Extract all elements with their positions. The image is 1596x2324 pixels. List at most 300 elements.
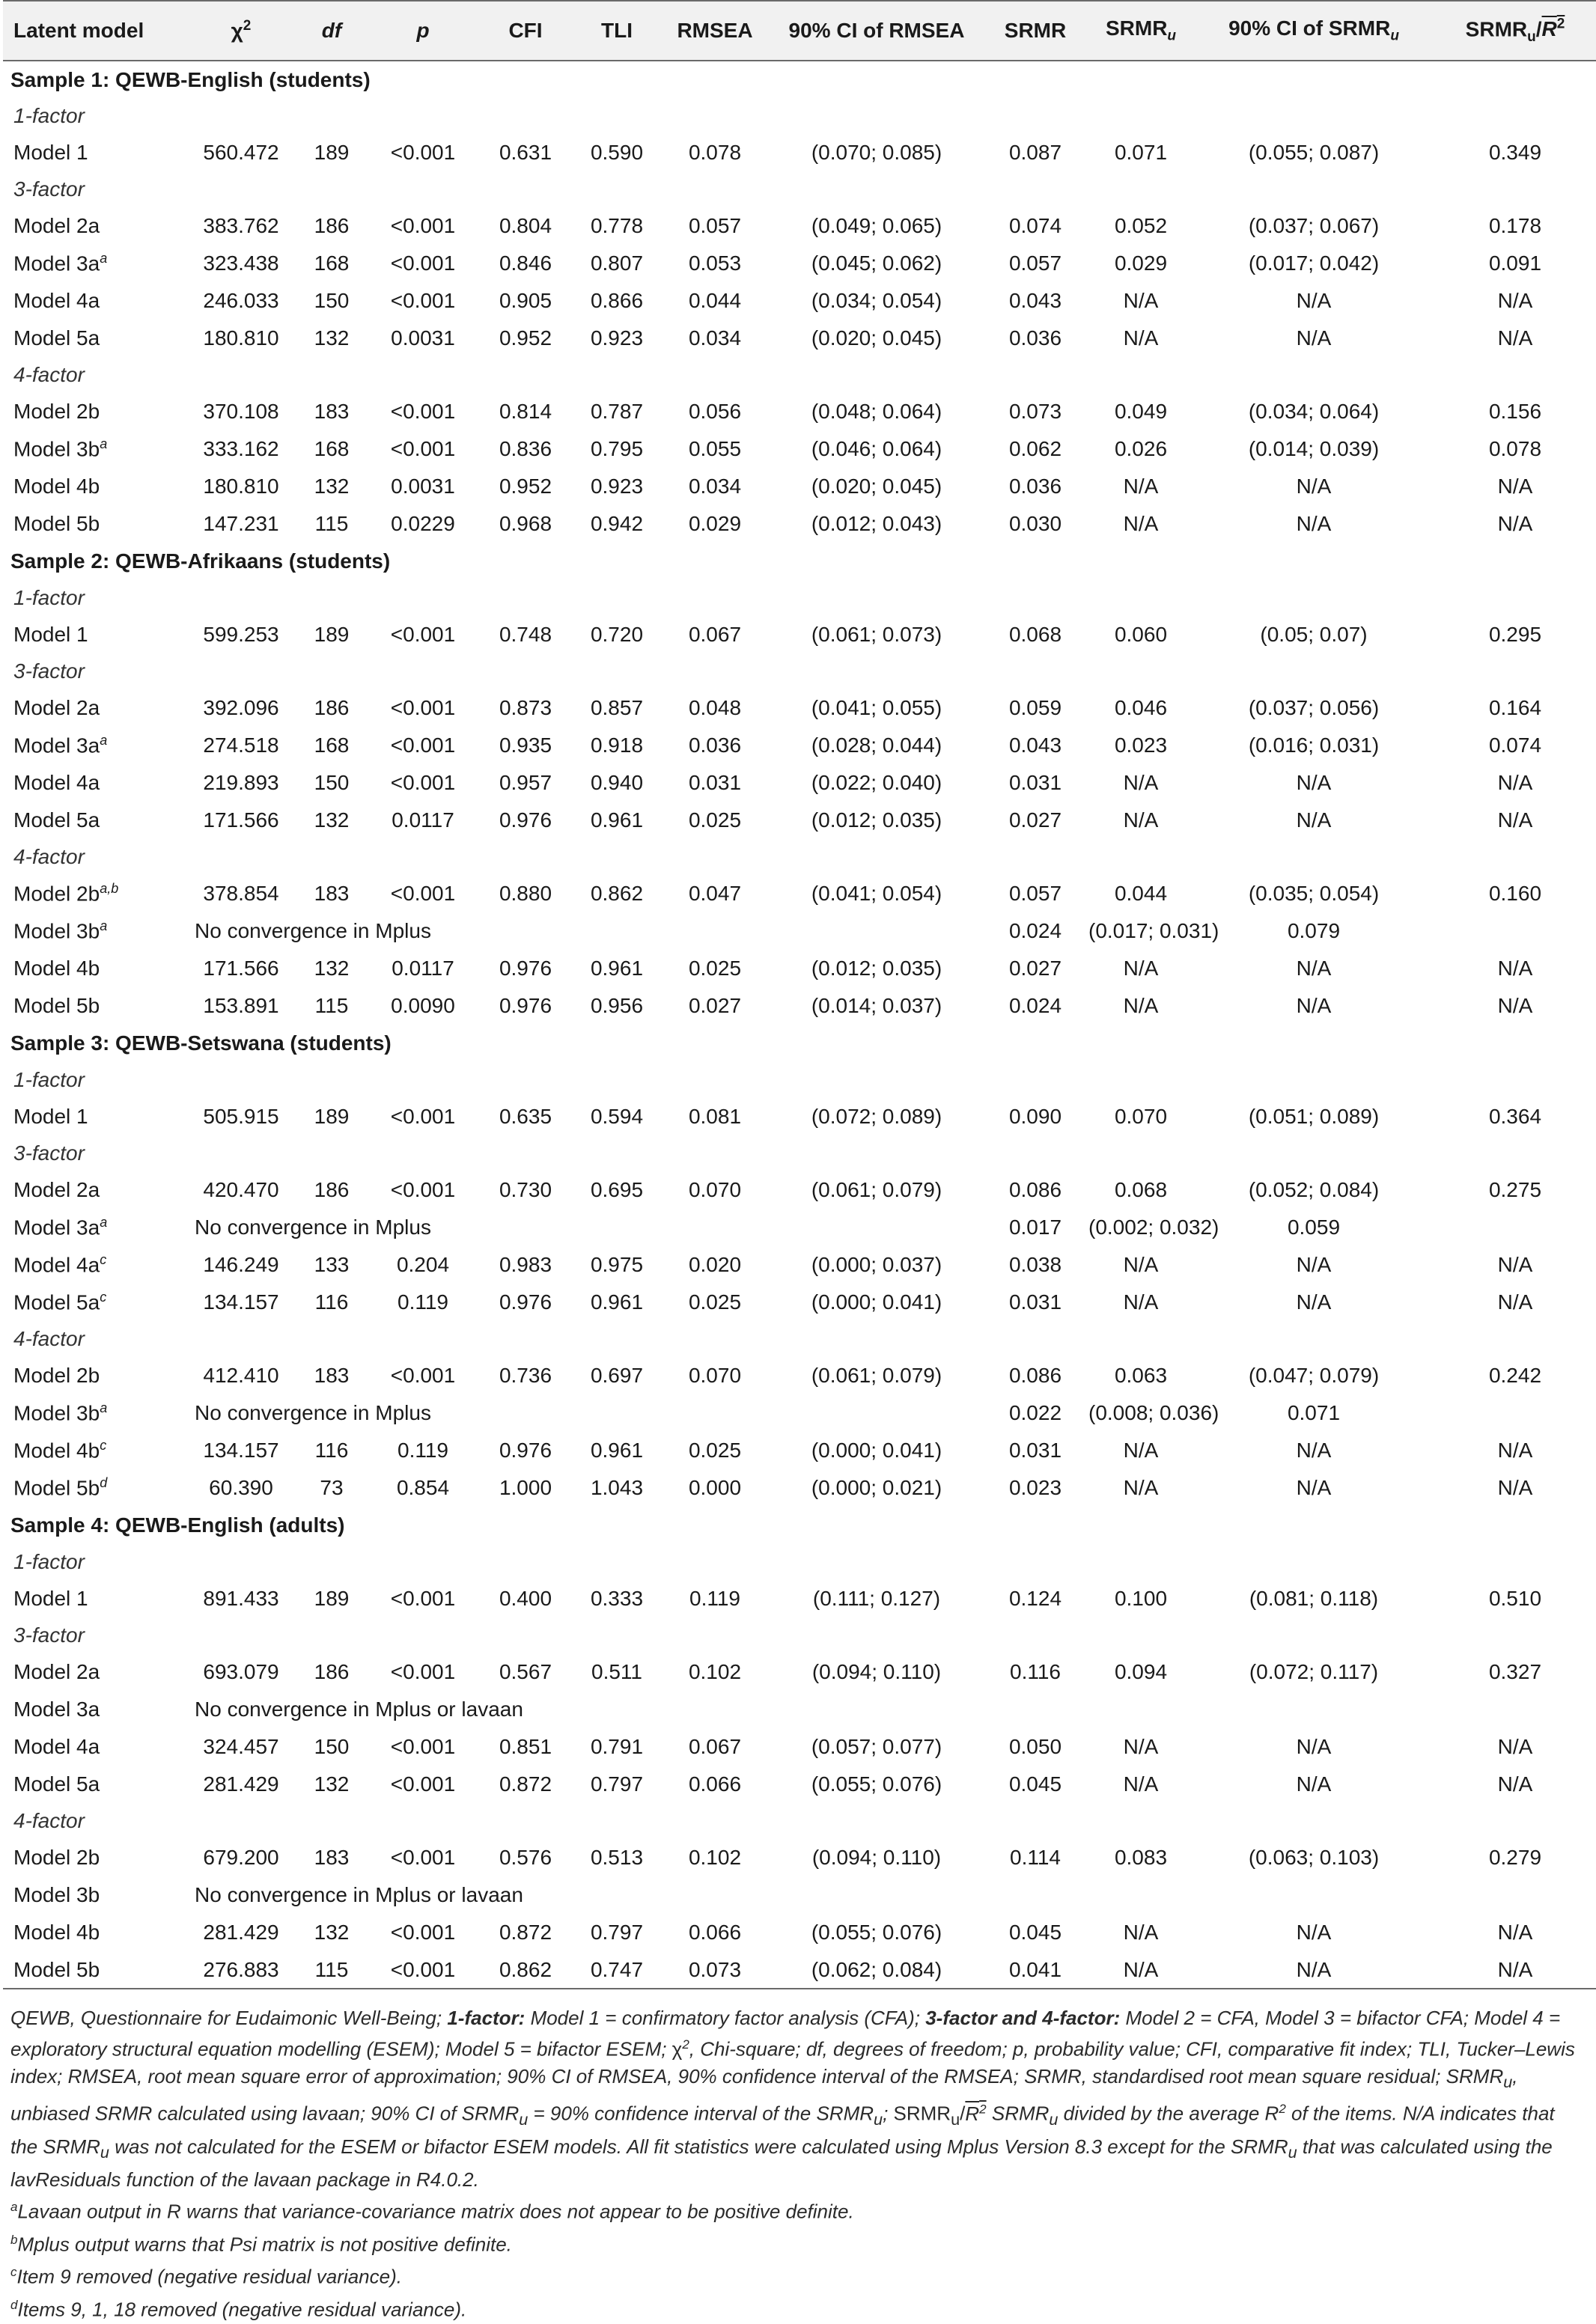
footnote-srmru: SRMR <box>893 2102 951 2125</box>
ci-srmru-cell: (0.05; 0.07) <box>1260 623 1368 646</box>
ci-srmru-cell: (0.008; 0.036) <box>1088 1401 1219 1424</box>
df-cell: 115 <box>295 1951 368 1989</box>
srmru-ratio-cell: N/A <box>1497 808 1533 832</box>
ci-rmsea-cell: (0.034; 0.054) <box>811 289 942 312</box>
ci-srmru-cell: (0.051; 0.089) <box>1248 1105 1380 1128</box>
table-row <box>3 1914 1596 1951</box>
p-value-cell: <0.001 <box>390 1178 456 1201</box>
footnote-text: Lavaan output in R warns that variance-covariance matrix does not appear to be positive definite. <box>17 2200 854 2223</box>
srmru-cell: N/A <box>1123 512 1159 535</box>
footnote-mark: c <box>10 2265 17 2280</box>
df-cell: 183 <box>314 1364 350 1387</box>
srmr-cell: 0.114 <box>1010 1846 1061 1869</box>
srmr-cell: 0.036 <box>1008 475 1062 498</box>
cfi-cell: 0.814 <box>499 400 552 423</box>
cfi-cell: 0.968 <box>499 512 552 535</box>
model-name: Model 2b <box>13 1846 100 1869</box>
chi-square-cell: 147.231 <box>203 512 279 535</box>
chi-square-cell: 171.566 <box>203 957 279 980</box>
ci-rmsea-cell: (0.012; 0.043) <box>811 512 942 535</box>
p-value-cell: <0.001 <box>390 696 456 719</box>
p-value-cell: 0.854 <box>396 1476 450 1499</box>
rmsea-cell: 0.029 <box>688 512 742 535</box>
srmru-cell: 0.044 <box>1114 882 1168 905</box>
p-value-cell: 0.0229 <box>391 512 455 535</box>
rmsea-cell: 0.020 <box>688 1253 742 1276</box>
df-cell: 168 <box>314 251 350 275</box>
rmsea-cell: 0.066 <box>688 1921 742 1944</box>
chi-square-cell: 134.157 <box>203 1439 279 1462</box>
model-name: Model 2b <box>13 1364 100 1387</box>
srmr-cell: 0.068 <box>1008 623 1062 646</box>
footnote-text: Mplus output warns that Psi matrix is not positive definite. <box>17 2233 512 2256</box>
rmsea-cell: 0.027 <box>688 994 742 1017</box>
ci-srmru-sub: u <box>1390 28 1399 44</box>
model-name: Model 3a <box>13 734 100 757</box>
df-cell: 186 <box>314 1178 350 1201</box>
p-value-cell: <0.001 <box>390 1772 456 1796</box>
df-cell: 189 <box>314 623 350 646</box>
model-name: Model 3b <box>13 1883 100 1906</box>
cfi-cell: 0.748 <box>499 623 552 646</box>
factor-group-label: 4-factor <box>13 1327 85 1350</box>
model-name: Model 1 <box>13 623 88 646</box>
p-value-cell: <0.001 <box>390 214 456 237</box>
tli-cell: 0.918 <box>590 734 644 757</box>
df-cell: 189 <box>314 141 350 164</box>
srmr-cell: 0.087 <box>1008 141 1062 164</box>
srmru-ratio-cell: N/A <box>1497 1439 1533 1462</box>
table-row <box>3 1246 1596 1284</box>
chi-square-cell: 679.200 <box>203 1846 279 1869</box>
rmsea-cell: 0.119 <box>689 1587 740 1610</box>
tli-cell: 0.513 <box>590 1846 644 1869</box>
cfi-cell: 0.804 <box>499 214 552 237</box>
rmsea-cell: 0.081 <box>688 1105 742 1128</box>
fit-statistics-table <box>3 0 1596 1989</box>
srmr-cell: 0.045 <box>1008 1921 1062 1944</box>
ci-srmru-cell: N/A <box>1296 1772 1332 1796</box>
srmr-cell: 0.030 <box>1008 512 1062 535</box>
model-name: Model 2a <box>13 214 100 237</box>
ci-srmru-cell: N/A <box>1296 1253 1332 1276</box>
sample-title: Sample 2: QEWB-Afrikaans (students) <box>10 549 391 573</box>
model-name-cell <box>3 1580 187 1617</box>
model-name-cell <box>3 1839 187 1876</box>
df-cell: 186 <box>314 1660 350 1683</box>
model-name: Model 4b <box>13 475 100 498</box>
chi-square-cell: 891.433 <box>203 1587 279 1610</box>
p-value-cell: <0.001 <box>390 1364 456 1387</box>
srmru-ratio-cell: 0.074 <box>1488 734 1542 757</box>
model-name: Model 2a <box>13 1660 100 1683</box>
footnote-text: Item 9 removed (negative residual variance). <box>16 2265 402 2288</box>
chi-square-cell: 383.762 <box>203 214 279 237</box>
ci-rmsea-cell: (0.055; 0.076) <box>811 1772 942 1796</box>
srmru-ratio-cell: 0.160 <box>1488 882 1542 905</box>
table-footnotes <box>3 1989 1593 2324</box>
factor-group-row <box>3 1135 1596 1171</box>
model-footnote-mark: a <box>100 918 108 934</box>
rmsea-cell: 0.070 <box>688 1178 742 1201</box>
srmru-cell: 0.026 <box>1114 437 1168 460</box>
rmsea-cell: 0.067 <box>688 1735 742 1758</box>
p-value-cell: <0.001 <box>390 882 456 905</box>
model-name: Model 2a <box>13 696 100 719</box>
rmsea-cell: 0.056 <box>688 400 742 423</box>
srmru-cell: N/A <box>1123 808 1159 832</box>
chi-square-cell: 693.079 <box>203 1660 279 1683</box>
factor-group-row <box>3 580 1596 616</box>
rmsea-cell: 0.025 <box>688 1439 742 1462</box>
srmr-cell: 0.059 <box>1008 696 1062 719</box>
ci-srmru-cell: (0.037; 0.067) <box>1248 214 1380 237</box>
model-name-cell <box>3 764 187 802</box>
cfi-cell: 0.851 <box>499 1735 552 1758</box>
model-name: Model 4b <box>13 957 100 980</box>
footnote-sub: u <box>100 2142 109 2162</box>
srmru-cell: 0.063 <box>1114 1364 1168 1387</box>
table-row <box>3 1171 1596 1209</box>
model-name-cell <box>3 987 187 1025</box>
ci-srmru-cell: (0.035; 0.054) <box>1248 882 1380 905</box>
cfi-cell: 0.952 <box>499 326 552 350</box>
srmr-cell: 0.057 <box>1008 882 1062 905</box>
model-name: Model 3b <box>13 437 100 461</box>
footnote-sub: u <box>1503 2072 1513 2091</box>
srmru-cell: N/A <box>1123 1735 1159 1758</box>
model-name-cell <box>3 468 187 505</box>
model-name-cell <box>3 505 187 543</box>
cfi-cell: 0.976 <box>499 957 552 980</box>
rmsea-cell: 0.078 <box>688 141 742 164</box>
convergence-note: No convergence in Mplus or lavaan <box>195 1698 523 1721</box>
header-p: p <box>368 1 478 61</box>
factor-group-row <box>3 1803 1596 1839</box>
model-name-cell <box>3 320 187 357</box>
table-row <box>3 802 1596 839</box>
df-cell: 150 <box>314 771 350 794</box>
model-name-cell <box>3 393 187 430</box>
cfi-cell: 0.736 <box>499 1364 552 1387</box>
chi-sup: 2 <box>243 18 252 34</box>
sample-title-row <box>3 1507 1596 1544</box>
tli-cell: 0.961 <box>590 957 644 980</box>
model-name-cell <box>3 1876 187 1914</box>
chi-square-cell: 505.915 <box>203 1105 279 1128</box>
sample-title-row <box>3 61 1596 98</box>
header-row <box>3 1 1596 61</box>
rmsea-cell: 0.048 <box>688 696 742 719</box>
rmsea-cell: 0.102 <box>688 1846 742 1869</box>
model-name: Model 5b <box>13 1957 100 1981</box>
chi-square-cell: 323.438 <box>203 251 279 275</box>
srmr-cell: 0.043 <box>1008 734 1062 757</box>
tli-cell: 1.043 <box>590 1476 644 1499</box>
srmru-ratio-cell: N/A <box>1497 1735 1533 1758</box>
ci-rmsea-cell: (0.022; 0.040) <box>811 771 942 794</box>
chi-square-cell: 134.157 <box>203 1290 279 1314</box>
ratio-r: R <box>1541 16 1557 40</box>
tli-cell: 0.590 <box>590 141 644 164</box>
ci-srmru-cell: (0.017; 0.042) <box>1248 251 1380 275</box>
footnote-text: = 90% confidence interval of the SRMR <box>528 2102 874 2125</box>
footnote-sup: 2 <box>682 2037 689 2052</box>
rmsea-cell: 0.073 <box>660 1951 770 1989</box>
table-row <box>3 764 1596 802</box>
df-cell: 150 <box>314 1735 350 1758</box>
srmru-cell: 0.100 <box>1114 1587 1168 1610</box>
srmru-cell: 0.083 <box>1114 1846 1168 1869</box>
footnote-text: ; <box>883 2102 894 2125</box>
cfi-cell: 0.576 <box>499 1846 552 1869</box>
convergence-note: No convergence in Mplus or lavaan <box>195 1883 523 1906</box>
table-row <box>3 207 1596 245</box>
srmr-cell: 0.062 <box>1008 437 1062 460</box>
ci-srmru-cell: (0.017; 0.031) <box>1088 919 1219 942</box>
rmsea-cell: 0.000 <box>688 1476 742 1499</box>
model-name: Model 4a <box>13 1253 100 1277</box>
convergence-note: No convergence in Mplus <box>195 1216 431 1239</box>
table-row <box>3 616 1596 653</box>
srmr-cell: 0.090 <box>1008 1105 1062 1128</box>
model-name: Model 1 <box>13 1105 88 1128</box>
factor-group-row <box>3 1544 1596 1580</box>
table-row <box>3 393 1596 430</box>
header-rmsea: RMSEA <box>660 1 770 61</box>
p-value-cell: <0.001 <box>390 289 456 312</box>
footnote-text: that was calculated using the lavResiduals function of the lavaan package in R4.0.2. <box>10 2135 1553 2191</box>
srmru-cell: 0.049 <box>1114 400 1168 423</box>
df-cell: 168 <box>314 437 350 460</box>
rmsea-cell: 0.034 <box>688 326 742 350</box>
chi-square-cell: 219.893 <box>203 771 279 794</box>
srmru-cell: N/A <box>1087 1951 1195 1989</box>
model-name-cell <box>3 1728 187 1766</box>
ci-srmru-cell: (0.002; 0.032) <box>1088 1216 1219 1239</box>
df-cell: 133 <box>314 1253 350 1276</box>
rmsea-cell: 0.066 <box>688 1772 742 1796</box>
footnote-d <box>10 2291 1583 2324</box>
tli-cell: 0.940 <box>590 771 644 794</box>
srmru-cell: N/A <box>1123 289 1159 312</box>
srmr-cell: 0.043 <box>1008 289 1062 312</box>
model-name-cell <box>3 912 187 950</box>
df-cell: 132 <box>314 957 350 980</box>
model-name: Model 3a <box>13 1698 100 1721</box>
model-name: Model 1 <box>13 141 88 164</box>
ci-rmsea-cell: (0.020; 0.045) <box>811 475 942 498</box>
srmr-cell: 0.023 <box>1008 1476 1062 1499</box>
p-value-cell: <0.001 <box>390 141 456 164</box>
rmsea-cell: 0.036 <box>688 734 742 757</box>
model-name: Model 2a <box>13 1178 100 1201</box>
table-row <box>3 1951 1596 1989</box>
model-name-cell <box>3 689 187 727</box>
table-row <box>3 1357 1596 1394</box>
chi-square-cell: 146.249 <box>203 1253 279 1276</box>
model-name: Model 5a <box>13 326 100 350</box>
tli-cell: 0.594 <box>590 1105 644 1128</box>
model-name: Model 1 <box>13 1587 88 1610</box>
model-name-cell <box>3 1209 187 1246</box>
tli-cell: 0.866 <box>590 289 644 312</box>
factor-group-row <box>3 98 1596 134</box>
tli-cell: 0.791 <box>590 1735 644 1758</box>
srmru-cell: 0.046 <box>1114 696 1168 719</box>
ci-srmru-cell: (0.063; 0.103) <box>1248 1846 1380 1869</box>
chi-square-cell: 370.108 <box>203 400 279 423</box>
srmru-cell: N/A <box>1123 994 1159 1017</box>
tli-cell: 0.797 <box>590 1921 644 1944</box>
chi-square-cell: 378.854 <box>203 882 279 905</box>
srmru-ratio-cell: N/A <box>1497 1253 1533 1276</box>
model-footnote-mark: a,b <box>100 881 119 897</box>
ci-srmru-cell: N/A <box>1296 289 1332 312</box>
p-value-cell: 0.204 <box>396 1253 450 1276</box>
df-cell: 132 <box>314 475 350 498</box>
sample-title: Sample 1: QEWB-English (students) <box>10 67 371 91</box>
cfi-cell: 0.631 <box>499 141 552 164</box>
srmru-ratio-cell: N/A <box>1497 1921 1533 1944</box>
df-cell: 183 <box>314 882 350 905</box>
ci-rmsea-cell: (0.094; 0.110) <box>811 1660 942 1683</box>
p-value-cell: <0.001 <box>390 1921 456 1944</box>
srmru-ratio-cell: 0.327 <box>1488 1660 1542 1683</box>
ci-srmru-cell: (0.016; 0.031) <box>1248 734 1380 757</box>
srmr-cell: 0.050 <box>1008 1735 1062 1758</box>
ci-rmsea-cell: (0.041; 0.055) <box>811 696 942 719</box>
footnote-slash: / <box>960 2102 966 2125</box>
sample-title-row <box>3 1025 1596 1062</box>
chi-square-cell: 171.566 <box>203 808 279 832</box>
model-name: Model 5b <box>13 1476 100 1500</box>
model-name-cell <box>3 616 187 653</box>
ci-srmru-cell: N/A <box>1296 512 1332 535</box>
footnote-sub: u <box>1288 2142 1297 2162</box>
factor-group-label: 3-factor <box>13 659 85 683</box>
chi-square-cell: 412.410 <box>203 1364 279 1387</box>
header-latent-model: Latent model <box>3 1 187 61</box>
footnote-sup: 2 <box>1279 2101 1286 2116</box>
rmsea-cell: 0.025 <box>688 1290 742 1314</box>
factor-group-row <box>3 839 1596 875</box>
ci-srmru-cell: (0.055; 0.087) <box>1248 141 1380 164</box>
ci-srmru-cell: (0.014; 0.039) <box>1248 437 1380 460</box>
tli-cell: 0.778 <box>590 214 644 237</box>
tli-cell: 0.697 <box>590 1364 644 1387</box>
model-name: Model 2b <box>13 882 100 906</box>
model-name: Model 3b <box>13 919 100 943</box>
tli-cell: 0.923 <box>590 326 644 350</box>
srmr-cell: 0.116 <box>1010 1660 1061 1683</box>
srmru-ratio-cell: 0.349 <box>1488 141 1542 164</box>
table-row <box>3 1766 1596 1803</box>
model-name-cell <box>3 1357 187 1394</box>
chi-square-cell: 281.429 <box>203 1921 279 1944</box>
tli-cell: 0.787 <box>590 400 644 423</box>
model-name: Model 5a <box>13 1290 100 1314</box>
model-name: Model 4a <box>13 289 100 312</box>
ratio-r-sup: 2 <box>1556 16 1565 32</box>
footnote-r: R <box>965 2102 980 2125</box>
factor-group-label: 3-factor <box>13 177 85 201</box>
chi-square-cell: 180.810 <box>203 475 279 498</box>
model-footnote-mark: d <box>100 1475 108 1491</box>
factor-group-label: 1-factor <box>13 1068 85 1091</box>
footnote-bold: 3-factor and 4-factor: <box>925 2007 1121 2029</box>
tli-cell: 0.961 <box>590 808 644 832</box>
footnote-chi: χ <box>671 2037 683 2061</box>
srmru-ratio-cell: N/A <box>1433 1951 1596 1989</box>
rmsea-cell: 0.031 <box>688 771 742 794</box>
srmru-ratio-cell: 0.059 <box>1287 1216 1341 1239</box>
chi-square-cell: 276.883 <box>187 1951 295 1989</box>
cfi-cell: 0.935 <box>499 734 552 757</box>
header-tli: TLI <box>573 1 660 61</box>
p-value-cell: <0.001 <box>390 251 456 275</box>
srmru-ratio-cell: 0.279 <box>1488 1846 1542 1869</box>
chi-square-cell: 392.096 <box>203 696 279 719</box>
header-chi-square <box>187 1 295 61</box>
srmru-cell: N/A <box>1123 957 1159 980</box>
p-value-cell: 0.0117 <box>392 957 454 980</box>
p-value-cell: <0.001 <box>390 771 456 794</box>
model-name-cell <box>3 1691 187 1728</box>
cfi-cell: 1.000 <box>499 1476 552 1499</box>
model-name: Model 5b <box>13 512 100 535</box>
footnote-text: of the items. N/A indicates that the SRMR <box>10 2102 1555 2158</box>
rmsea-cell: 0.102 <box>688 1660 742 1683</box>
footnote-c <box>10 2258 1583 2291</box>
table-row <box>3 282 1596 320</box>
ci-rmsea-cell: (0.055; 0.076) <box>811 1921 942 1944</box>
srmru-ratio-cell: N/A <box>1497 289 1533 312</box>
p-value-cell: <0.001 <box>390 1846 456 1869</box>
srmru-cell: N/A <box>1123 1921 1159 1944</box>
factor-group-row <box>3 1617 1596 1653</box>
srmr-cell: 0.027 <box>1008 808 1062 832</box>
model-name-cell <box>3 1284 187 1321</box>
rmsea-cell: 0.047 <box>688 882 742 905</box>
cfi-cell: 0.872 <box>499 1772 552 1796</box>
rmsea-cell: 0.025 <box>688 957 742 980</box>
cfi-cell: 0.400 <box>499 1587 552 1610</box>
footnote-mark: a <box>10 2199 18 2214</box>
srmru-base: SRMR <box>1105 16 1168 40</box>
model-name-cell <box>3 950 187 987</box>
p-value-cell: <0.001 <box>390 623 456 646</box>
chi-square-cell: 333.162 <box>203 437 279 460</box>
table-row <box>3 1691 1596 1728</box>
srmru-ratio-cell: 0.242 <box>1488 1364 1542 1387</box>
df-cell: 186 <box>314 214 350 237</box>
srmru-ratio-cell: N/A <box>1497 475 1533 498</box>
srmru-ratio-cell: 0.079 <box>1287 919 1341 942</box>
table-row <box>3 912 1596 950</box>
ci-srmru-cell: (0.081; 0.118) <box>1249 1587 1379 1610</box>
srmru-cell: 0.022 <box>1008 1401 1062 1424</box>
tli-cell: 0.961 <box>590 1290 644 1314</box>
model-name-cell <box>3 245 187 282</box>
cfi-cell: 0.873 <box>499 696 552 719</box>
ci-srmru-cell: N/A <box>1296 1735 1332 1758</box>
rmsea-cell: 0.053 <box>688 251 742 275</box>
cfi-cell: 0.872 <box>499 1921 552 1944</box>
footnote-text: Items 9, 1, 18 removed (negative residual variance). <box>17 2298 467 2321</box>
ci-rmsea-cell: (0.046; 0.064) <box>811 437 942 460</box>
cfi-cell: 0.846 <box>499 251 552 275</box>
